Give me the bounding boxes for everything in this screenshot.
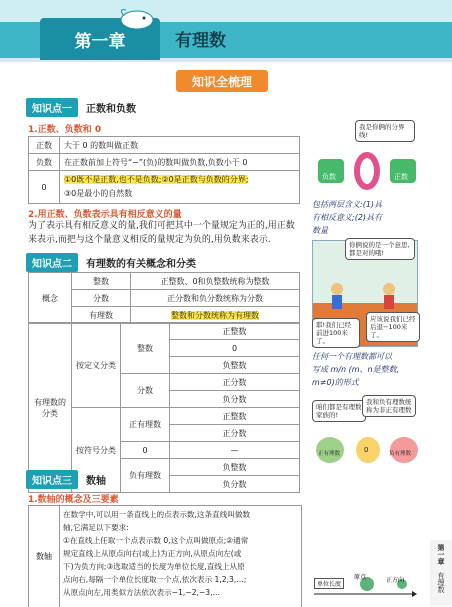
side-chapter: 第一章 (437, 544, 445, 565)
zero-char-label: 0 (364, 446, 369, 454)
concept-label: 概念 (29, 273, 72, 324)
axis-box (28, 505, 302, 607)
bubble-family: 咱们都是有理数家族的! (312, 400, 366, 422)
classify-label: 有理数的分类 (29, 323, 72, 493)
concept-desc: 正整数、0和负整数统称为整数 (131, 273, 300, 290)
row-name: 正数 (29, 137, 60, 154)
posr-label: 正有理数 (318, 451, 341, 457)
side-title: 有理数 (437, 572, 445, 593)
note-2b: 写成 m/n (m、n是整数, (312, 365, 400, 374)
row-desc: 大于 0 的数叫做正数 (60, 137, 300, 154)
by-sign: 按符号分类 (72, 408, 121, 493)
pos-label: 正数 (394, 173, 408, 181)
section-3-tag: 知识点三 (26, 470, 78, 489)
section-1-tag: 知识点一 (26, 98, 78, 117)
concept-name: 分数 (72, 290, 131, 307)
section-3-title: 数轴 (86, 475, 106, 487)
sign-item: — (170, 442, 300, 459)
note-1b: 有相反意义;(2)具有 (312, 213, 383, 222)
chapter-header (0, 0, 452, 62)
sign-item: 负分数 (170, 476, 300, 493)
zero-desc-line1: ①0既不是正数,也不是负数;②0是正数与负数的分界; (64, 175, 249, 184)
def-item: 0 (170, 340, 300, 357)
note-1a: 包括两层含义:(1)具 (312, 200, 383, 209)
axis-line: 下)为负方向;③选取适当的长度为单位长度,直线上从原 (63, 562, 245, 571)
row-name: 负数 (29, 154, 60, 171)
section-1-header (26, 98, 136, 116)
pos-rational-group: 正有理数 (121, 408, 170, 442)
bubble-forward: 耶!我们已经前进100米了。 (312, 318, 360, 348)
axis-line: 点向右,每隔一个单位长度取一个点,依次表示 1,2,3,…; (63, 575, 247, 584)
section-2-tag: 知识点二 (26, 253, 78, 272)
bubble-same-meaning: 你俩说的是一个意思,都是对的哦! (345, 238, 415, 260)
fraction-group: 分数 (121, 374, 170, 408)
concept-desc-hl (131, 307, 300, 324)
sign-item: 负整数 (170, 459, 300, 476)
side-tab (430, 540, 452, 606)
summary-banner: 知识全梳理 (176, 70, 268, 92)
chapter-title: 有理数 (175, 31, 226, 51)
axis-line: 规定直线上从原点向右(或上)为正方向,从原点向左(或 (63, 549, 242, 558)
section-2-title: 有理数的有关概念和分类 (86, 258, 196, 270)
concept-table (28, 272, 300, 324)
axis-label: 数轴 (29, 506, 60, 607)
table-row (29, 137, 300, 154)
negr-label: 负有理数 (389, 451, 412, 457)
classification-table (28, 322, 300, 493)
chapter-label: 第一章 (40, 18, 160, 60)
sign-item: 正整数 (170, 408, 300, 425)
axis-text (63, 508, 299, 599)
note-2a: 任何一个有理数都可以 (312, 352, 392, 361)
concept-desc: 正分数和负分数统称为分数 (131, 290, 300, 307)
neg-rational-group: 负有理数 (121, 459, 170, 493)
integer-group: 整数 (121, 323, 170, 374)
section-2-header (26, 253, 196, 271)
section-3-header (26, 470, 106, 488)
def-item: 负分数 (170, 391, 300, 408)
pos-neg-table (28, 136, 300, 204)
pos-neg-illustration (312, 145, 422, 195)
axis-line: 在数学中,可以用一条直线上的点表示数,这条直线叫做数 (63, 510, 251, 519)
zero-desc-line2: ③0是最小的自然数 (64, 189, 133, 198)
by-definition: 按定义分类 (72, 323, 121, 408)
zero-group: 0 (121, 442, 170, 459)
axis-line: ①在直线上任取一个点表示数 0,这个点叫做原点;②通常 (63, 536, 249, 545)
def-item: 负整数 (170, 357, 300, 374)
note-2c: m≠0)的形式 (312, 378, 359, 387)
row-desc-multi (60, 171, 300, 204)
paragraph-2: 为了表示具有相反意义的量,我们可把其中一个量规定为正的,用正数来表示,而把与这个量意义相反的量规定为负的,用负数来表示. (28, 221, 295, 245)
whale-icon (112, 4, 162, 30)
def-item: 正分数 (170, 374, 300, 391)
table-row (29, 154, 300, 171)
table-row (29, 171, 300, 204)
bubble-non-positive: 我和负有理数统称为非正有理数 (362, 395, 416, 417)
subheading-3: 1.数轴的概念及三要素 (28, 495, 119, 505)
subheading-1: 1.正数、负数和 0 (28, 125, 102, 135)
row-name: 0 (29, 171, 60, 204)
bubble-boundary: 我是你俩的分界线! (355, 120, 415, 142)
sign-item: 正分数 (170, 425, 300, 442)
neg-label: 负数 (322, 173, 336, 181)
row-desc: 在正数前加上符号“−”(负)的数叫做负数,负数小于 0 (60, 154, 300, 171)
concept-name: 整数 (72, 273, 131, 290)
axis-line: 从原点向左,用类似方法依次表示−1,−2,−3,… (63, 588, 221, 597)
unit-length-label: 单位长度 (314, 578, 344, 589)
note-1c: 数量 (312, 226, 328, 235)
origin-label: 原点 (354, 574, 367, 581)
def-item: 正整数 (170, 323, 300, 340)
table-row (29, 273, 300, 290)
direction-label: 正方向 (386, 577, 405, 584)
subheading-2: 2.用正数、负数表示具有相反意义的量 (28, 210, 182, 220)
rational-def: 整数和分数统称为有理数 (171, 310, 259, 320)
axis-line: 轴,它满足以下要求: (63, 523, 129, 532)
section-1-title: 正数和负数 (86, 103, 136, 115)
bubble-backward: 应该说我们已经后退−100米了。 (366, 312, 420, 342)
concept-name: 有理数 (72, 307, 131, 324)
